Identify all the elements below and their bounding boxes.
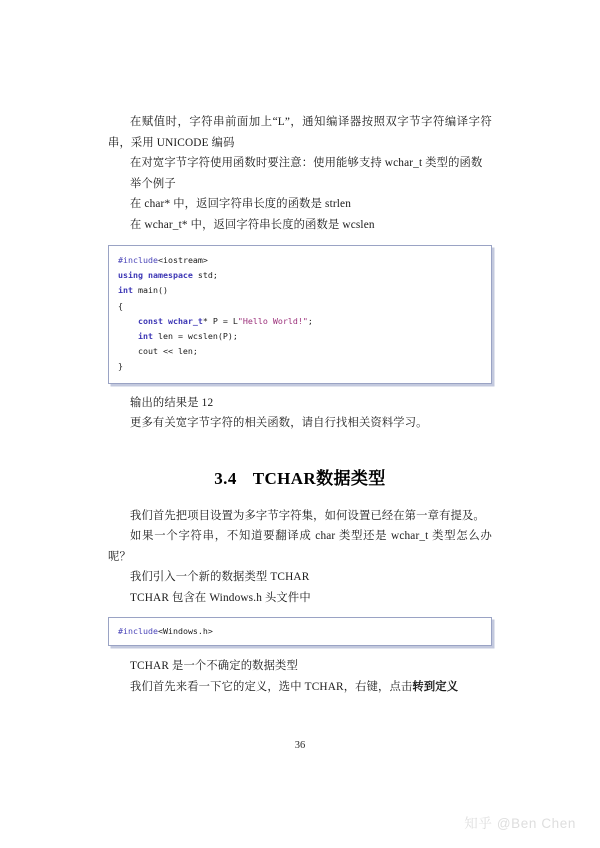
code-line bbox=[109, 359, 491, 374]
paragraph-goto-definition-emphasis: 转到定义 bbox=[412, 680, 459, 693]
code-line bbox=[109, 299, 491, 314]
paragraph-multibyte-charset: 我们首先把项目设置为多字节字符集，如何设置已经在第一章有提及。 bbox=[130, 509, 485, 522]
zhihu-watermark: 知乎 @Ben Chen bbox=[464, 816, 576, 831]
code-line bbox=[109, 329, 491, 344]
code-token-wcslen-call: len = wcslen(P); bbox=[152, 331, 238, 342]
code-line bbox=[109, 314, 491, 329]
code-token-string-literal: "Hello World!" bbox=[237, 315, 308, 326]
code-token-cout: cout << len; bbox=[118, 346, 198, 357]
code-token-int-len: int bbox=[118, 331, 153, 342]
paragraph-char-strlen: 在 char* 中，返回字符串长度的函数是 strlen bbox=[130, 198, 352, 210]
code-line bbox=[109, 283, 491, 298]
code-token-semicolon: ; bbox=[307, 315, 313, 326]
section-heading bbox=[108, 464, 492, 489]
paragraph-wide-char-functions: 在对宽字节字符使用函数时要注意：使用能够支持 wchar_t 类型的函数 bbox=[130, 157, 483, 169]
section-heading-title: TCHAR数据类型 bbox=[252, 468, 386, 488]
paragraph-unknown-type: 如果一个字符串，不知道要翻译成 char 类型还是 wchar_t 类型怎么办呢？ bbox=[108, 530, 492, 563]
section-heading-number: 3.4 bbox=[214, 468, 237, 488]
code-token-const-wchar: const wchar_t bbox=[118, 315, 203, 326]
code-token-header: <iostream> bbox=[157, 255, 208, 265]
paragraph-wchar-wcslen: 在 wchar_t* 中，返回字符串长度的函数是 wcslen bbox=[130, 218, 375, 231]
code-token-main: main() bbox=[133, 285, 168, 296]
paragraph-goto-definition-text: 我们首先来看一下它的定义，选中 TCHAR，右键，点击 bbox=[130, 680, 413, 693]
code-line bbox=[109, 624, 491, 639]
code-block-windows-header bbox=[108, 617, 492, 646]
code-line bbox=[109, 268, 491, 283]
code-token-using-namespace: using namespace bbox=[118, 270, 193, 281]
paragraph-tchar-header: TCHAR 包含在 Windows.h 头文件中 bbox=[130, 591, 311, 604]
code-token-open-brace: { bbox=[118, 300, 123, 311]
paragraph-tchar-undetermined: TCHAR 是一个不确定的数据类型 bbox=[130, 660, 298, 673]
code-block-wcslen-example bbox=[108, 245, 492, 384]
code-token-int: int bbox=[118, 285, 133, 296]
code-line bbox=[109, 253, 491, 268]
paragraph-introduce-tchar: 我们引入一个新的数据类型 TCHAR bbox=[130, 571, 310, 584]
code-token-close-brace: } bbox=[118, 361, 123, 372]
paragraph-example-intro: 举个例子 bbox=[130, 177, 176, 190]
code-token-pointer-decl: * P = L bbox=[202, 315, 238, 326]
paragraph-more-functions: 更多有关宽字节字符的相关函数，请自行找相关资料学习。 bbox=[130, 417, 428, 430]
paragraph-goto-definition bbox=[108, 677, 492, 698]
code-token-include: #include bbox=[118, 255, 158, 265]
paragraph-output-result: 输出的结果是 12 bbox=[130, 396, 214, 409]
code-token-header: <Windows.h> bbox=[157, 626, 213, 637]
page-content bbox=[108, 112, 492, 697]
code-token-std: std; bbox=[192, 270, 218, 281]
code-line bbox=[109, 344, 491, 359]
code-token-include: #include bbox=[118, 626, 158, 637]
paragraph-assignment-prefix: 在赋值时，字符串前面加上“L”，通知编译器按照双字节字符编译字符串，采用 UNICODE 编码 bbox=[108, 116, 492, 149]
page-number: 36 bbox=[294, 740, 306, 751]
